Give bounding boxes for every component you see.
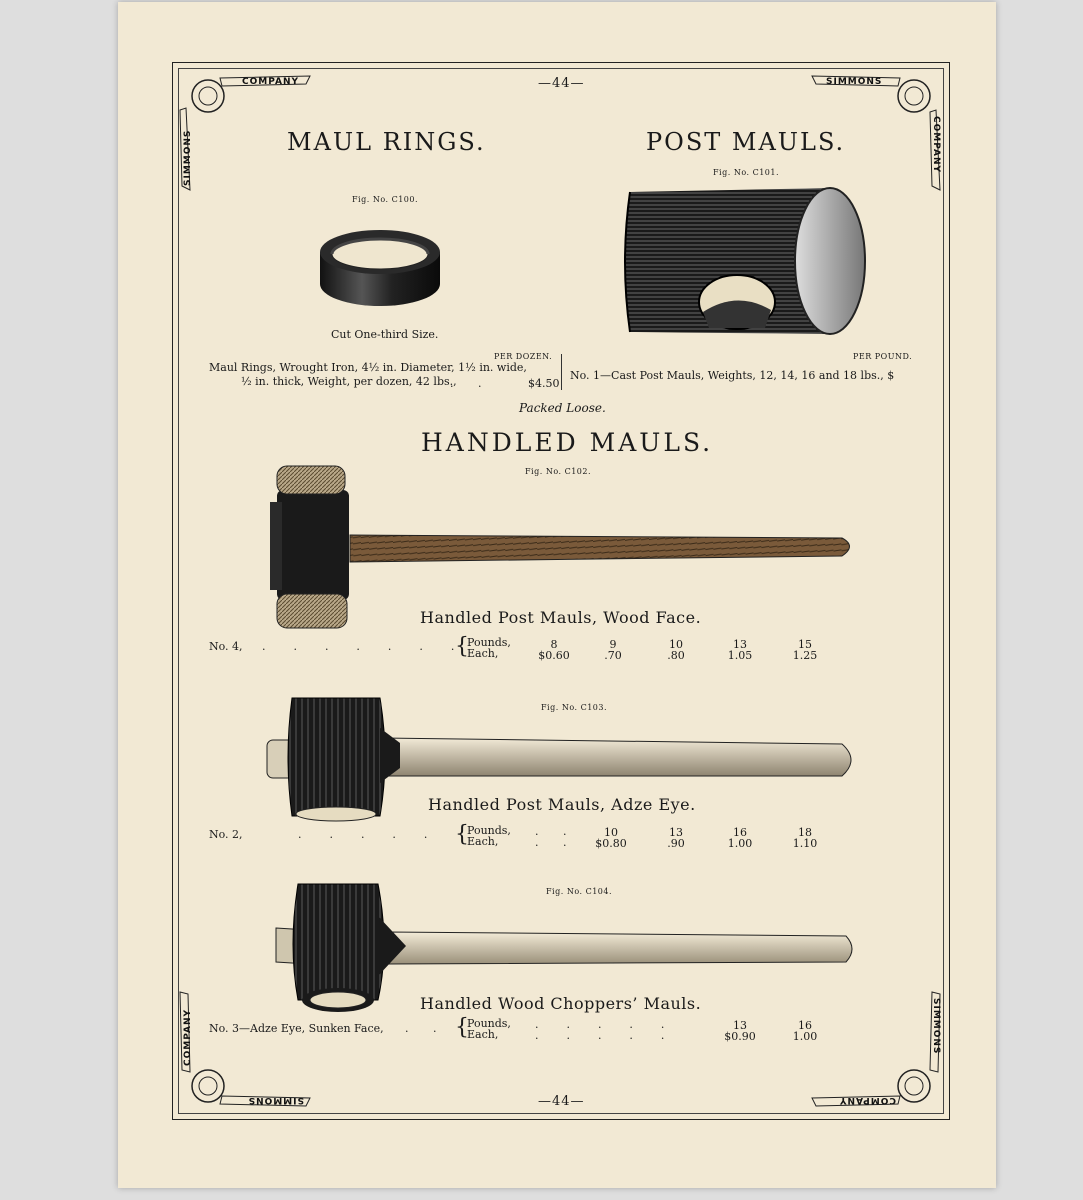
page-number-bottom: —44— <box>538 1094 585 1109</box>
each-label: Each, <box>467 835 499 848</box>
fig-c104-label: Fig. No. C104. <box>546 887 613 896</box>
packed-loose-note: Packed Loose. <box>519 401 606 415</box>
svg-text:COMPANY: COMPANY <box>183 1009 193 1066</box>
page-number-top: —44— <box>538 76 585 91</box>
per-pound-header: PER POUND. <box>853 352 913 361</box>
brace: { <box>455 822 469 847</box>
adze-eye-col-1: 10 $0.80 <box>595 826 627 850</box>
choppers-col-1: 13 $0.90 <box>724 1019 756 1043</box>
adze-eye-row-labels <box>467 825 511 847</box>
adze-eye-caption: Handled Post Mauls, Adze Eye. <box>428 795 696 814</box>
maul-rings-title: MAUL RINGS. <box>287 128 486 156</box>
cut-size-note: Cut One-third Size. <box>331 328 439 341</box>
leader-dots: . . . . . <box>298 828 428 841</box>
wood-face-caption: Handled Post Mauls, Wood Face. <box>420 608 702 627</box>
adze-eye-item-number: No. 2, <box>209 828 243 841</box>
choppers-row-labels <box>467 1018 511 1040</box>
wood-face-col-4: 13 1.05 <box>727 638 753 662</box>
choppers-col-2: 16 1.00 <box>792 1019 818 1043</box>
wood-face-row-labels <box>467 637 511 659</box>
adze-eye-col-2: 13 .90 <box>667 826 685 850</box>
svg-text:SIMMONS: SIMMONS <box>247 1095 304 1105</box>
svg-text:SIMMONS: SIMMONS <box>183 129 193 186</box>
wood-face-col-2: 9 .70 <box>604 638 622 662</box>
svg-text:SIMMONS: SIMMONS <box>826 77 883 87</box>
leader-dots: . . <box>450 377 482 390</box>
svg-text:COMPANY: COMPANY <box>931 116 941 173</box>
leader-dots: . . . . . . . <box>262 640 455 653</box>
leader-dots: . . . . . . . . . . <box>535 1018 665 1042</box>
pounds-label: Pounds, <box>467 636 511 649</box>
handled-mauls-title: HANDLED MAULS. <box>421 428 714 457</box>
fig-c100-label: Fig. No. C100. <box>352 195 419 204</box>
svg-text:COMPANY: COMPANY <box>242 77 299 87</box>
post-mauls-title: POST MAULS. <box>646 128 846 156</box>
maul-rings-desc-line2: ½ in. thick, Weight, per dozen, 42 lbs., <box>241 375 457 388</box>
fig-c101-label: Fig. No. C101. <box>713 168 780 177</box>
pounds-label: Pounds, <box>467 824 511 837</box>
maul-rings-desc-line1: Maul Rings, Wrought Iron, 4½ in. Diameter, 1½ in. wide, <box>209 361 527 374</box>
post-mauls-desc: No. 1—Cast Post Mauls, Weights, 12, 14, 16 and 18 lbs., $ <box>570 369 895 382</box>
wood-face-col-3: 10 .80 <box>667 638 685 662</box>
adze-eye-col-4: 18 1.10 <box>792 826 818 850</box>
each-label: Each, <box>467 647 499 660</box>
leader-dots: . . <box>405 1022 437 1035</box>
brace: { <box>455 634 469 659</box>
svg-text:SIMMONS: SIMMONS <box>931 998 941 1055</box>
brace: { <box>455 1015 469 1040</box>
maul-rings-price: $4.50 <box>528 377 560 390</box>
fig-c102-label: Fig. No. C102. <box>525 467 592 476</box>
wood-face-col-1: 8 $0.60 <box>538 638 570 662</box>
fig-c103-label: Fig. No. C103. <box>541 703 608 712</box>
svg-text:COMPANY: COMPANY <box>839 1095 896 1105</box>
wood-face-col-5: 15 1.25 <box>792 638 818 662</box>
adze-eye-col-3: 16 1.00 <box>727 826 753 850</box>
choppers-caption: Handled Wood Choppers’ Mauls. <box>420 994 702 1013</box>
choppers-item-number: No. 3—Adze Eye, Sunken Face, <box>209 1022 384 1035</box>
column-divider <box>561 354 562 390</box>
wood-face-item-number: No. 4, <box>209 640 243 653</box>
per-dozen-header: PER DOZEN. <box>494 352 553 361</box>
post-maul-illustration <box>615 182 870 342</box>
leader-dots: . . . . <box>535 825 567 849</box>
maul-ring-illustration <box>315 222 445 312</box>
pounds-label: Pounds, <box>467 1017 511 1030</box>
each-label: Each, <box>467 1028 499 1041</box>
